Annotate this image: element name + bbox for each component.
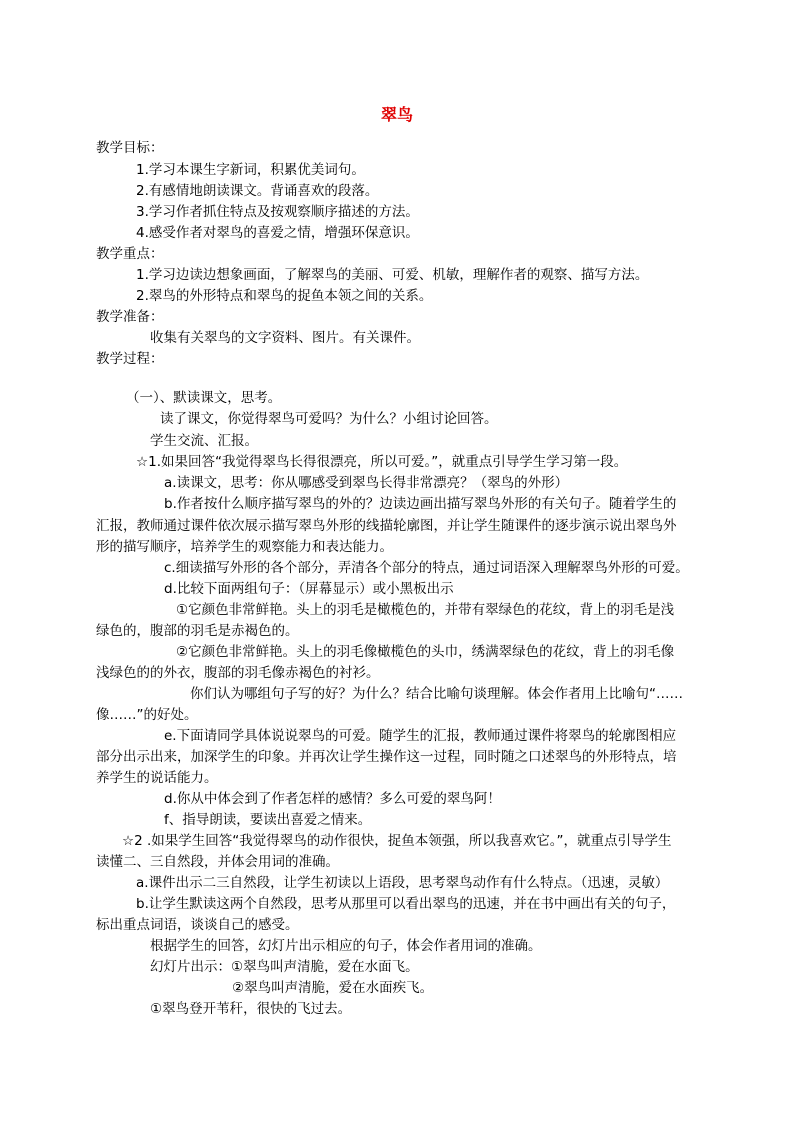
objective-item: 3.学习作者抓住特点及按观察顺序描述的方法。 [136,204,419,220]
objective-item: 2.有感情地朗读课文。背诵喜欢的段落。 [136,183,379,199]
paragraph-line: b.让学生默读这两个自然段，思考从那里可以看出翠鸟的迅速，并在书中画出有关的句子， [136,896,676,912]
paragraph-line: ☆1.如果回答“我觉得翠鸟长得很漂亮，所以可爱。”，就重点引导学生学习第一段。 [136,454,628,470]
paragraph-line: 标出重点词语，谈谈自己的感受。 [96,917,299,933]
heading-objectives: 教学目标： [96,140,164,156]
paragraph-line: a.读课文，思考：你从哪感受到翠鸟长得非常漂亮？（翠鸟的外形） [164,475,569,491]
heading-process: 教学过程： [96,351,164,367]
paragraph-line: 像……”的好处。 [96,707,198,723]
paragraph-line: b.作者按什么顺序描写翠鸟的外的？边读边画出描写翠鸟外形的有关句子。随着学生的 [164,496,677,512]
paragraph-line: ①翠鸟登开苇秆，很快的飞过去。 [150,1001,352,1017]
paragraph-line: 浅绿色的的外衣，腹部的羽毛像赤褐色的衬衫。 [96,665,380,681]
paragraph-line: 读了课文，你觉得翠鸟可爱吗？为什么？小组讨论回答。 [160,411,498,427]
paragraph-line: 幻灯片出示：①翠鸟叫声清脆，爱在水面飞。 [150,959,419,975]
paragraph-line: c.细读描写外形的各个部分，弄清各个部分的特点，通过词语深入理解翠鸟外形的可爱。 [164,560,689,576]
objective-item: 4.感受作者对翠鸟的喜爱之情，增强环保意识。 [136,225,419,241]
paragraph-line: e.下面请同学具体说说翠鸟的可爱。随学生的汇报，教师通过课件将翠鸟的轮廓图相应 [164,728,677,744]
doc-title: 翠鸟 [380,105,413,124]
heading-key-points: 教学重点： [96,246,164,262]
objective-item: 1.学习本课生字新词，积累优美词句。 [136,162,365,178]
paragraph-line: f、指导朗读，要读出喜爱之情来。 [164,812,372,828]
paragraph-line: 绿色的，腹部的羽毛是赤褐色的。 [96,623,299,639]
paragraph-line: 学生交流、汇报。 [150,433,258,449]
paragraph-line: 你们认为哪组句子写的好？为什么？结合比喻句谈理解。体会作者用上比喻句“…… [190,686,683,702]
paragraph-line: 形的描写顺序，培养学生的观察能力和表达能力。 [96,539,393,555]
key-point-item: 2.翠鸟的外形特点和翠鸟的捉鱼本领之间的关系。 [136,288,433,304]
paragraph-line: 汇报，教师通过课件依次展示描写翠鸟外形的线描轮廓图，并让学生随课件的逐步演示说出翠鸟外 [96,518,677,534]
process-step: （一）、默读课文，思考。 [126,390,282,406]
paragraph-line: d.你从中体会到了作者怎样的感情？多么可爱的翠鸟阿！ [164,791,501,807]
paragraph-line: 根据学生的回答，幻灯片出示相应的句子，体会作者用词的准确。 [150,938,542,954]
paragraph-line: 养学生的说话能力。 [96,770,218,786]
paragraph-line: ①它颜色非常鲜艳。头上的羽毛是橄榄色的，并带有翠绿色的花纹，背上的羽毛是浅 [176,602,675,618]
paragraph-line: 读懂二、三自然段，并体会用词的准确。 [96,854,339,870]
paragraph-line: ②它颜色非常鲜艳。头上的羽毛像橄榄色的头巾，绣满翠绿色的花纹，背上的羽毛像 [176,644,675,660]
paragraph-line: d.比较下面两组句子：（屏幕显示）或小黑板出示 [164,581,454,597]
preparation-text: 收集有关翠鸟的文字资料、图片。有关课件。 [150,330,420,346]
key-point-item: 1.学习边读边想象画面，了解翠鸟的美丽、可爱、机敏，理解作者的观察、描写方法。 [136,267,649,283]
heading-preparation: 教学准备： [96,309,164,325]
paragraph-line: ☆2 .如果学生回答“我觉得翠鸟的动作很快，捉鱼本领强，所以我喜欢它。”，就重点引导学生 [122,833,672,849]
paragraph-line: a.课件出示二三自然段，让学生初读以上语段，思考翠鸟动作有什么特点。（迅速，灵敏） [136,875,669,891]
paragraph-line: 部分出示出来，加深学生的印象。并再次让学生操作这一过程，同时随之口述翠鸟的外形特点，培 [96,749,677,765]
paragraph-line: ②翠鸟叫声清脆，爱在水面疾飞。 [232,980,434,996]
